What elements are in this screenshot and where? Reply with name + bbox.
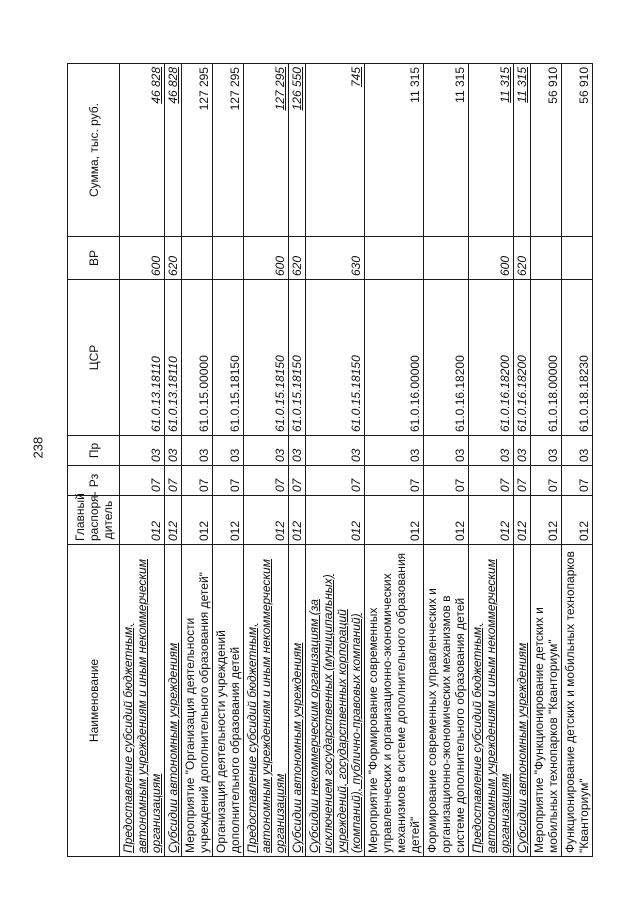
cell-name: Формирование современных управленческих и организационно-экономических механизмов в системе дополнительного образования детей [424, 545, 469, 857]
rotated-scan [67, 64, 591, 857]
cell-pr: 03 [531, 436, 562, 466]
cell-code: 012 [424, 496, 469, 545]
table-row [244, 64, 289, 857]
cell-csr: 61.0.18.18230 [562, 280, 593, 436]
rotated-page [67, 64, 591, 857]
cell-name: Субсидии автономным учреждениям [514, 545, 531, 857]
cell-pr: 03 [469, 436, 514, 466]
cell-code: 012 [514, 496, 531, 545]
cell-name: Субсидии автономным учреждениям [165, 545, 182, 857]
cell-name: Мероприятие "Функционирование детских и мобильных технопарков "Кванториум" [531, 545, 562, 857]
cell-vr: 600 [244, 237, 289, 280]
header-name: Наименование [68, 545, 120, 857]
cell-pr: 03 [562, 436, 593, 466]
header-row [68, 64, 120, 857]
cell-sum: 127 295 [182, 64, 213, 237]
table-row [365, 64, 424, 857]
cell-rz: 07 [531, 466, 562, 496]
cell-sum: 56 910 [531, 64, 562, 237]
cell-rz: 07 [289, 466, 306, 496]
cell-rz: 07 [120, 466, 165, 496]
cell-pr: 03 [306, 436, 365, 466]
cell-pr: 03 [213, 436, 244, 466]
cell-code: 012 [213, 496, 244, 545]
cell-csr: 61.0.16.00000 [365, 280, 424, 436]
cell-code: 012 [306, 496, 365, 545]
cell-csr: 61.0.18.00000 [531, 280, 562, 436]
table-row [182, 64, 213, 857]
cell-vr [213, 237, 244, 280]
cell-sum: 56 910 [562, 64, 593, 237]
table-row [562, 64, 593, 857]
cell-csr: 61.0.15.00000 [182, 280, 213, 436]
budget-table [67, 63, 593, 857]
cell-name: Организация деятельности учреждений дополнительного образования детей [213, 545, 244, 857]
cell-sum: 127 295 [213, 64, 244, 237]
cell-name: Субсидии автономным учреждениям [289, 545, 306, 857]
cell-rz: 07 [562, 466, 593, 496]
cell-code: 012 [289, 496, 306, 545]
cell-code: 012 [165, 496, 182, 545]
header-csr: ЦСР [68, 280, 120, 436]
cell-vr: 600 [120, 237, 165, 280]
cell-vr: 600 [469, 237, 514, 280]
table-row [165, 64, 182, 857]
cell-csr: 61.0.15.18150 [244, 280, 289, 436]
cell-vr: 620 [514, 237, 531, 280]
cell-code: 012 [562, 496, 593, 545]
cell-vr: 630 [306, 237, 365, 280]
cell-rz: 07 [244, 466, 289, 496]
cell-csr: 61.0.15.18150 [306, 280, 365, 436]
cell-rz: 07 [365, 466, 424, 496]
cell-csr: 61.0.15.18150 [289, 280, 306, 436]
cell-csr: 61.0.15.18150 [213, 280, 244, 436]
cell-csr: 61.0.16.18200 [424, 280, 469, 436]
cell-rz: 07 [514, 466, 531, 496]
cell-vr [531, 237, 562, 280]
cell-code: 012 [120, 496, 165, 545]
cell-code: 012 [365, 496, 424, 545]
cell-sum: 46 828 [120, 64, 165, 237]
cell-sum: 126 550 [289, 64, 306, 237]
table-row [213, 64, 244, 857]
cell-vr [562, 237, 593, 280]
cell-code: 012 [531, 496, 562, 545]
cell-name: Мероприятие "Формирование современных управленческих и организационно-экономических механизмов в системе дополнительного образования детей" [365, 545, 424, 857]
table-row [424, 64, 469, 857]
cell-pr: 03 [165, 436, 182, 466]
cell-csr: 61.0.16.18200 [469, 280, 514, 436]
cell-rz: 07 [165, 466, 182, 496]
header-pr: Пр [68, 436, 120, 466]
cell-sum: 11 315 [469, 64, 514, 237]
cell-rz: 07 [306, 466, 365, 496]
page-number: 238 [30, 436, 46, 459]
cell-sum: 745 [306, 64, 365, 237]
cell-rz: 07 [182, 466, 213, 496]
header-code: Главный распоря-дитель [68, 496, 120, 545]
cell-sum: 11 315 [365, 64, 424, 237]
cell-pr: 03 [182, 436, 213, 466]
cell-pr: 03 [424, 436, 469, 466]
cell-vr: 620 [165, 237, 182, 280]
cell-sum: 11 315 [514, 64, 531, 237]
cell-pr: 03 [244, 436, 289, 466]
cell-rz: 07 [213, 466, 244, 496]
table-row [469, 64, 514, 857]
cell-rz: 07 [424, 466, 469, 496]
cell-name: Предоставление субсидий бюджетным, автономным учреждениям и иным некоммерческим организациям [244, 545, 289, 857]
cell-csr: 61.0.13.18110 [165, 280, 182, 436]
cell-pr: 03 [120, 436, 165, 466]
cell-name: Функционирование детских и мобильных технопарков "Кванториум" [562, 545, 593, 857]
cell-vr [182, 237, 213, 280]
cell-sum: 46 828 [165, 64, 182, 237]
cell-csr: 61.0.16.18200 [514, 280, 531, 436]
table-row [514, 64, 531, 857]
cell-csr: 61.0.13.18110 [120, 280, 165, 436]
cell-pr: 03 [365, 436, 424, 466]
cell-name: Субсидии некоммерческим организациям (за исключением государственных (муниципальных) учреждений, государственных корпораций (компаний), публично-правовых компаний) [306, 545, 365, 857]
cell-pr: 03 [289, 436, 306, 466]
cell-name: Мероприятие "Организация деятельности учреждений дополнительного образования детей" [182, 545, 213, 857]
table-row [120, 64, 165, 857]
cell-vr [365, 237, 424, 280]
cell-pr: 03 [514, 436, 531, 466]
header-rz: Рз [68, 466, 120, 496]
cell-rz: 07 [469, 466, 514, 496]
cell-name: Предоставление субсидий бюджетным, автономным учреждениям и иным некоммерческим организациям [469, 545, 514, 857]
cell-name: Предоставление субсидий бюджетным, автономным учреждениям и иным некоммерческим организациям [120, 545, 165, 857]
table-row [289, 64, 306, 857]
header-vr: ВР [68, 237, 120, 280]
cell-code: 012 [182, 496, 213, 545]
cell-code: 012 [469, 496, 514, 545]
cell-code: 012 [244, 496, 289, 545]
table-row [531, 64, 562, 857]
header-sum: Сумма, тыс. руб. [68, 64, 120, 237]
cell-sum: 11 315 [424, 64, 469, 237]
table-row [306, 64, 365, 857]
cell-vr [424, 237, 469, 280]
cell-vr: 620 [289, 237, 306, 280]
cell-sum: 127 295 [244, 64, 289, 237]
